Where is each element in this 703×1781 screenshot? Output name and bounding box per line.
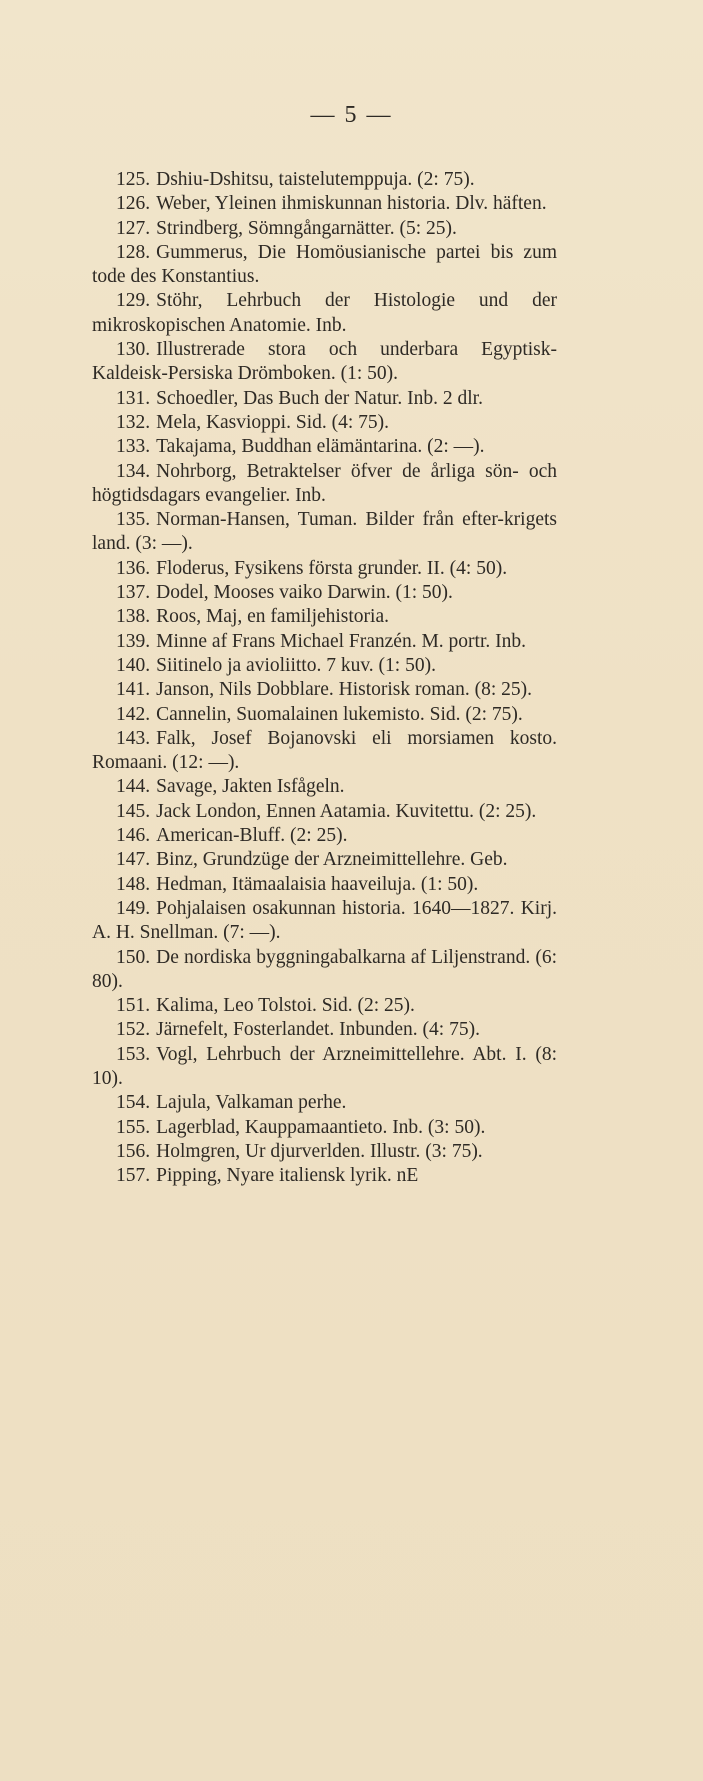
- catalog-entry: [92, 192, 557, 216]
- catalog-entry: [92, 508, 557, 557]
- entry-text: Cannelin, Suomalainen lukemisto. Sid. (2: 75).: [156, 703, 523, 725]
- catalog-entry: [92, 289, 557, 338]
- entry-text: Weber, Yleinen ihmiskunnan historia. Dlv. häften.: [156, 193, 547, 215]
- catalog-entry: [92, 775, 557, 799]
- catalog-entry: [92, 460, 557, 509]
- entry-text: Dshiu-Dshitsu, taistelutemppuja. (2: 75).: [156, 169, 475, 190]
- entry-text: Takajama, Buddhan elämäntarina. (2: —).: [156, 436, 485, 458]
- catalog-entry: [92, 824, 557, 848]
- entry-text: Vogl, Lehrbuch der Arzneimittellehre. Abt. I. (8: 10).: [92, 1043, 557, 1089]
- page-number: — 5 —: [310, 102, 393, 128]
- catalog-entry: [92, 994, 557, 1018]
- entry-number: 145.: [116, 800, 151, 822]
- entry-number: 152.: [116, 1019, 151, 1041]
- catalog-entry: [92, 800, 557, 824]
- entry-text: Pohjalaisen osakunnan historia. 1640—1827. Kirj. A. H. Snellman. (7: —).: [92, 897, 557, 944]
- entry-number: 146.: [116, 825, 151, 847]
- entry-number: 132.: [116, 411, 151, 433]
- catalog-entry: [92, 1091, 557, 1115]
- catalog-entries: [92, 168, 557, 1188]
- catalog-entry: [92, 387, 557, 411]
- entry-text: Järnefelt, Fosterlandet. Inbunden. (4: 75).: [156, 1019, 480, 1041]
- entry-text: Nohrborg, Betraktelser öfver de årliga sön- och högtidsdagars evangelier. Inb.: [92, 460, 557, 506]
- entry-text: Norman-Hansen, Tuman. Bilder från efter-krigets land. (3: —).: [92, 509, 557, 555]
- entry-number: 156.: [116, 1140, 151, 1162]
- entry-number: 131.: [116, 387, 151, 409]
- entry-text: Janson, Nils Dobblare. Historisk roman. (8: 25).: [156, 679, 532, 701]
- catalog-entry: [92, 338, 557, 387]
- catalog-entry: [92, 727, 557, 776]
- entry-number: 153.: [116, 1043, 151, 1065]
- entry-number: 157.: [116, 1165, 151, 1187]
- catalog-entry: [92, 654, 557, 678]
- entry-text: Mela, Kasvioppi. Sid. (4: 75).: [156, 411, 390, 433]
- entry-number: 143.: [116, 727, 151, 749]
- entry-number: 125.: [116, 169, 151, 190]
- entry-number: 147.: [116, 849, 151, 871]
- entry-number: 130.: [116, 339, 151, 361]
- catalog-entry: [92, 897, 557, 946]
- entry-number: 140.: [116, 654, 151, 676]
- catalog-entry: [92, 630, 557, 654]
- entry-number: 133.: [116, 436, 151, 458]
- catalog-entry: [92, 703, 557, 727]
- entry-text: Illustrerade stora och underbara Egyptisk-Kaldeisk-Persiska Drömboken. (1: 50).: [92, 339, 557, 385]
- entry-number: 139.: [116, 630, 151, 652]
- entry-text: Stöhr, Lehrbuch der Histologie und der mikroskopischen Anatomie. Inb.: [92, 290, 557, 336]
- entry-number: 155.: [116, 1116, 151, 1138]
- entry-text: Roos, Maj, en familjehistoria.: [156, 606, 390, 628]
- entry-number: 128.: [116, 241, 151, 263]
- entry-text: Falk, Josef Bojanovski eli morsiamen kosto. Romaani. (12: —).: [92, 727, 557, 774]
- entry-number: 154.: [116, 1092, 151, 1114]
- entry-number: 136.: [116, 557, 151, 579]
- catalog-entry: [92, 168, 557, 192]
- entry-text: Holmgren, Ur djurverlden. Illustr. (3: 75).: [156, 1140, 483, 1162]
- catalog-entry: [92, 1018, 557, 1042]
- entry-text: Lajula, Valkaman perhe.: [156, 1092, 347, 1114]
- entry-text: Jack London, Ennen Aatamia. Kuvitettu. (2: 25).: [156, 800, 537, 822]
- entry-text: Floderus, Fysikens första grunder. II. (4: 50).: [156, 557, 508, 579]
- entry-number: 137.: [116, 582, 151, 604]
- entry-number: 127.: [116, 217, 151, 239]
- entry-number: 126.: [116, 193, 151, 215]
- entry-text: Hedman, Itämaalaisia haaveiluja. (1: 50).: [156, 873, 479, 895]
- entry-text: De nordiska byggningabalkarna af Liljenstrand. (6: 80).: [92, 946, 557, 992]
- entry-text: Dodel, Mooses vaiko Darwin. (1: 50).: [156, 582, 453, 604]
- entry-text: Minne af Frans Michael Franzén. M. portr. Inb.: [156, 630, 526, 652]
- catalog-entry: [92, 678, 557, 702]
- catalog-entry: [92, 435, 557, 459]
- catalog-entry: [92, 605, 557, 629]
- entry-text: American-Bluff. (2: 25).: [156, 825, 348, 847]
- entry-number: 142.: [116, 703, 151, 725]
- catalog-entry: [92, 848, 557, 872]
- catalog-entry: [92, 1043, 557, 1092]
- entry-text: Pipping, Nyare italiensk lyrik. nE: [156, 1165, 419, 1187]
- catalog-entry: [92, 873, 557, 897]
- entry-number: 150.: [116, 946, 151, 968]
- entry-number: 129.: [116, 290, 151, 312]
- entry-number: 141.: [116, 679, 151, 701]
- entry-number: 144.: [116, 776, 151, 798]
- catalog-entry: [92, 1116, 557, 1140]
- entry-text: Kalima, Leo Tolstoi. Sid. (2: 25).: [156, 995, 415, 1017]
- entry-number: 151.: [116, 995, 151, 1017]
- entry-number: 135.: [116, 509, 151, 531]
- catalog-entry: [92, 217, 557, 241]
- catalog-entry: [92, 946, 557, 995]
- catalog-entry: [92, 411, 557, 435]
- entry-text: Binz, Grundzüge der Arzneimittellehre. Geb.: [156, 849, 508, 871]
- catalog-entry: [92, 1164, 557, 1188]
- entry-number: 138.: [116, 606, 151, 628]
- catalog-entry: [92, 1140, 557, 1164]
- entry-text: Siitinelo ja avioliitto. 7 kuv. (1: 50).: [156, 654, 436, 676]
- entry-number: 134.: [116, 460, 151, 482]
- catalog-entry: [92, 581, 557, 605]
- catalog-entry: [92, 241, 557, 290]
- entry-number: 149.: [116, 897, 151, 919]
- entry-number: 148.: [116, 873, 151, 895]
- entry-text: Lagerblad, Kauppamaantieto. Inb. (3: 50).: [156, 1116, 486, 1138]
- entry-text: Strindberg, Sömngångarnätter. (5: 25).: [156, 217, 457, 239]
- entry-text: Gummerus, Die Homöusianische partei bis zum tode des Konstantius.: [92, 241, 557, 288]
- entry-text: Savage, Jakten Isfågeln.: [156, 776, 345, 798]
- catalog-entry: [92, 557, 557, 581]
- entry-text: Schoedler, Das Buch der Natur. Inb. 2 dlr.: [156, 387, 483, 409]
